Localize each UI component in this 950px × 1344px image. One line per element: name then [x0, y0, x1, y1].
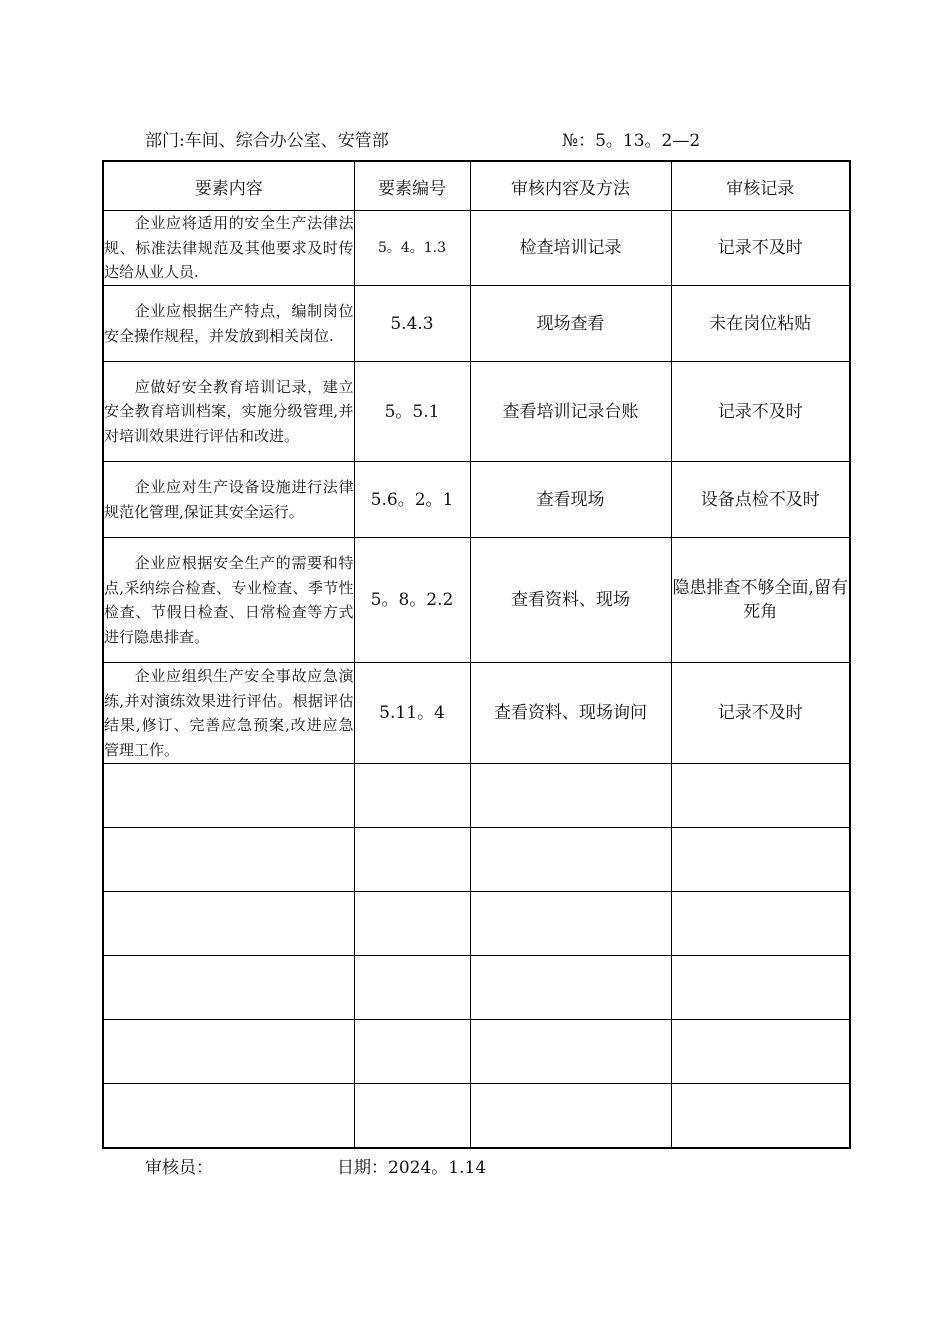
- empty-table-row: [103, 764, 850, 828]
- audit-record-cell: 记录不及时: [671, 362, 850, 462]
- element-content-cell: [103, 286, 354, 362]
- audit-record-cell: 记录不及时: [671, 663, 850, 764]
- empty-cell: [103, 892, 354, 956]
- empty-cell: [354, 1020, 470, 1084]
- table-row: [103, 286, 850, 362]
- element-content-text: 企业应根据生产特点，编制岗位安全操作规程，并发放到相关岗位.: [104, 302, 354, 345]
- document-number: №：5。13。2—2: [562, 131, 701, 151]
- audit-record-cell: 记录不及时: [671, 211, 850, 286]
- empty-cell: [470, 1020, 671, 1084]
- element-code-cell: 5.11。4: [354, 663, 470, 764]
- element-content-cell: [103, 211, 354, 286]
- audit-method-cell: 查看资料、现场: [470, 538, 671, 663]
- element-code-cell: 5。8。2.2: [354, 538, 470, 663]
- element-content-cell: [103, 538, 354, 663]
- empty-table-row: [103, 1020, 850, 1084]
- empty-table-row: [103, 828, 850, 892]
- table-header-row: [103, 161, 850, 211]
- empty-cell: [671, 828, 850, 892]
- empty-cell: [354, 1084, 470, 1149]
- element-code-cell: 5.4.3: [354, 286, 470, 362]
- element-content-cell: [103, 462, 354, 538]
- element-content-cell: [103, 663, 354, 764]
- column-header-audit-method: 审核内容及方法: [470, 161, 671, 211]
- audit-method-cell: 现场查看: [470, 286, 671, 362]
- column-header-element-content: 要素内容: [103, 161, 354, 211]
- empty-cell: [470, 764, 671, 828]
- form-header: [0, 126, 950, 151]
- empty-cell: [671, 1084, 850, 1149]
- empty-cell: [354, 764, 470, 828]
- element-content-text: 企业应对生产设备设施进行法律规范化管理,保证其安全运行。: [104, 478, 354, 521]
- element-code-cell: 5。5.1: [354, 362, 470, 462]
- empty-cell: [103, 764, 354, 828]
- table-row: [103, 538, 850, 663]
- empty-cell: [103, 1020, 354, 1084]
- auditor-label: 审核员：: [145, 1158, 213, 1178]
- empty-table-row: [103, 892, 850, 956]
- form-footer: [0, 1153, 950, 1178]
- audit-date: 日期：2024。1.14: [337, 1158, 487, 1178]
- empty-cell: [103, 1084, 354, 1149]
- empty-table-row: [103, 956, 850, 1020]
- empty-cell: [470, 892, 671, 956]
- empty-cell: [470, 956, 671, 1020]
- audit-record-cell: 隐患排查不够全面,留有死角: [671, 538, 850, 663]
- column-header-audit-record: 审核记录: [671, 161, 850, 211]
- empty-table-row: [103, 1084, 850, 1149]
- element-content-text: 企业应将适用的安全生产法律法规、标准法律规范及其他要求及时传达给从业人员.: [104, 214, 354, 282]
- element-content-text: 企业应根据安全生产的需要和特点,采纳综合检查、专业检查、季节性检查、节假日检查、日常检查等方式进行隐患排查。: [104, 554, 354, 646]
- element-content-text: 应做好安全教育培训记录，建立安全教育培训档案，实施分级管理,并对培训效果进行评估和改进。: [104, 377, 354, 445]
- empty-cell: [470, 1084, 671, 1149]
- audit-method-cell: 查看现场: [470, 462, 671, 538]
- empty-cell: [354, 892, 470, 956]
- element-content-cell: [103, 362, 354, 462]
- element-code-cell: 5.6。2。1: [354, 462, 470, 538]
- audit-record-cell: 未在岗位粘贴: [671, 286, 850, 362]
- empty-cell: [671, 1020, 850, 1084]
- empty-cell: [354, 956, 470, 1020]
- department-label: 部门:车间、综合办公室、安管部: [145, 131, 389, 151]
- element-content-text: 企业应组织生产安全事故应急演练,并对演练效果进行评估。根据评估结果,修订、完善应急预案,改进应急管理工作。: [104, 667, 354, 759]
- empty-cell: [470, 828, 671, 892]
- empty-cell: [354, 828, 470, 892]
- empty-cell: [671, 956, 850, 1020]
- table-row: [103, 211, 850, 286]
- table-row: [103, 663, 850, 764]
- empty-cell: [671, 764, 850, 828]
- empty-cell: [103, 828, 354, 892]
- audit-method-cell: 查看资料、现场询问: [470, 663, 671, 764]
- column-header-element-code: 要素编号: [354, 161, 470, 211]
- empty-cell: [103, 956, 354, 1020]
- audit-table: [102, 160, 851, 1149]
- table-row: [103, 462, 850, 538]
- audit-method-cell: 查看培训记录台账: [470, 362, 671, 462]
- table-row: [103, 362, 850, 462]
- element-code-cell: 5。4。1.3: [354, 211, 470, 286]
- empty-cell: [671, 892, 850, 956]
- audit-method-cell: 检查培训记录: [470, 211, 671, 286]
- audit-record-cell: 设备点检不及时: [671, 462, 850, 538]
